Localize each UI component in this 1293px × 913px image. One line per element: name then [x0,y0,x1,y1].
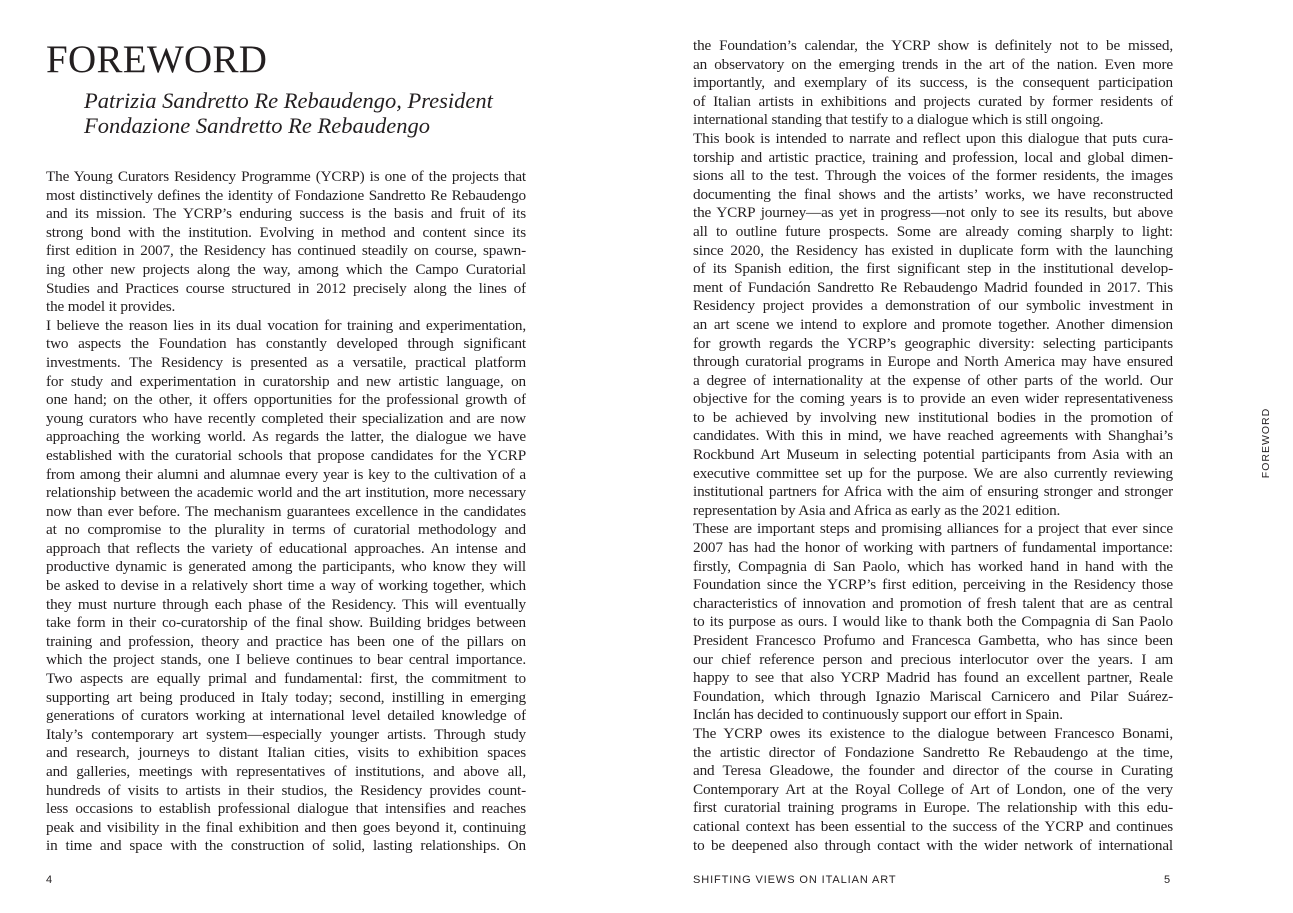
text-line: the artistic director of Fondazione Sandretto Re Rebaudengo at the time, [693,743,1173,761]
text-line: Contemporary Art at the Royal College of Art of London, one of the very [693,780,1173,798]
paragraph [693,520,1173,725]
text-line: torship and artistic practice, training and profession, local and global dimen- [693,148,1173,166]
paragraph [693,725,1173,855]
text-line: The YCRP owes its existence to the dialogue between Francesco Bonami, [693,724,1173,742]
text-line: importantly, and exemplary of its success, is the consequent participation [693,74,1173,92]
author-byline [84,88,493,138]
text-line: and galleries, meetings with representatives of institutions, and above all, [46,763,526,780]
text-line: Italy’s contemporary art system—especially younger artists. Through study [46,725,526,743]
text-line: These are important steps and promising alliances for a project that ever since [693,520,1173,538]
text-line: The Young Curators Residency Programme (YCRP) is one of the projects that [46,168,526,185]
author-name-line: Patrizia Sandretto Re Rebaudengo, President [84,88,493,113]
text-line: one hand; on the other, it offers opportunities for the professional growth of [46,391,526,409]
text-line: investments. The Residency is presented as a versatile, practical platform [46,353,526,371]
right-page-number: 5 [1164,874,1172,886]
text-line: characteristics of innovation and promotion of fresh talent that are as central [693,594,1173,612]
text-line: for study and experimentation in curatorship and new artistic language, on [46,372,526,390]
text-line: to its purpose as ours. I would like to thank both the Compagnia di San Paolo [693,613,1173,631]
text-line: established with the curatorial schools that propose candidates for the YCRP [46,446,526,464]
text-line: Rockbund Art Museum in selecting potential participants from Asia with an [693,446,1173,464]
text-line: documenting the final shows and the artists’ works, we have reconstructed [693,185,1173,203]
text-line: Two aspects are equally primal and fundamental: first, the commitment to [46,670,526,688]
text-line: training and profession, theory and practice has been one of the pillars on [46,632,526,650]
text-line: they must nurture through each phase of the Residency. This will eventually [46,595,526,613]
text-line: executive committee set up for the purpose. We are also currently reviewing [693,464,1173,482]
text-line: I believe the reason lies in its dual vocation for training and experimentation, [46,316,526,334]
text-line: ment of Fundación Sandretto Re Rebaudengo Madrid founded in 2017. This [693,278,1173,296]
running-footer: SHIFTING VIEWS ON ITALIAN ART [693,874,897,886]
text-line: which the project stands, one I believe continues to bear central importance. [46,651,526,669]
text-line: a degree of internationality at the expense of other parts of the world. Our [693,371,1173,389]
text-line: an observatory on the emerging trends in the art of the nation. Even more [693,55,1173,73]
text-line: candidates. With this in mind, we have reached agreements with Shanghai’s [693,427,1173,445]
text-line: be asked to devise in a relatively short time a way of working together, which [46,577,526,595]
author-institution-line: Fondazione Sandretto Re Rebaudengo [84,113,430,138]
text-line: Studies and Practices course structured in 2012 precisely along the lines of [46,279,526,297]
text-line: first edition in 2007, the Residency has continued steadily on course, spawn- [46,242,526,260]
text-line: supporting art being produced in Italy today; second, instilling in emerging [46,688,526,706]
text-line: generations of curators working at international level detailed knowledge of [46,707,526,725]
paragraph [693,37,1173,130]
text-line: institutional partners for Africa with the aim of ensuring stronger and stronger [693,483,1173,501]
text-line: to be deepened also through contact with the wider network of international [693,836,1173,854]
paragraph [46,168,526,317]
text-line: cational context has been essential to the success of the YCRP and continues [693,817,1173,835]
text-line: now than ever before. The mechanism guarantees excellence in the candidates [46,502,526,520]
text-line: This book is intended to narrate and reflect upon this dialogue that puts cura- [693,129,1173,147]
text-line: approach that reflects the variety of educational approaches. An intense and [46,539,526,557]
text-line: less occasions to establish professional dialogue that intensifies and reaches [46,800,526,818]
text-line: through curatorial programs in Europe and North America may have ensured [693,353,1173,371]
text-line: first curatorial training programs in Europe. The relationship with this edu- [693,799,1173,817]
text-line: approaching the working world. As regards the latter, the dialogue we have [46,428,526,446]
text-line: from among their alumni and alumnae every year is key to the cultivation of a [46,465,526,483]
text-line: Foundation, which through Ignazio Mariscal Carnicero and Pilar Suárez- [693,687,1173,705]
text-line: relationship between the academic world and the art institution, more necessary [46,484,526,502]
text-line: firstly, Compagnia di San Paolo, which has worked hand in hand with the [693,557,1173,575]
text-line: since 2020, the Residency has existed in duplicate form with the launching [693,241,1173,259]
section-side-tab: FOREWORD [1260,407,1272,479]
text-line: Inclán has decided to continuously support our effort in Spain. [693,706,1063,724]
left-page-number: 4 [46,874,54,886]
text-line: sions all to the test. Through the voices of the former residents, the images [693,167,1173,185]
text-line: two aspects the Foundation has constantly developed through significant [46,335,526,353]
text-line: the YCRP journey—as yet in progress—not only to see its results, but above [693,204,1173,222]
text-line: Residency project provides a demonstration of our symbolic investment in [693,297,1173,315]
paragraph [46,317,526,856]
left-page-body [46,168,526,856]
text-line: objective for the coming years is to provide an even wider representativeness [693,390,1173,408]
text-line: the Foundation’s calendar, the YCRP show is definitely not to be missed, [693,37,1173,54]
text-line: ing other new projects along the way, among which the Campo Curatorial [46,260,526,278]
text-line: at no compromise to the plurality in terms of curatorial methodology and [46,521,526,539]
text-line: most distinctively defines the identity of Fondazione Sandretto Re Rebaudengo [46,186,526,204]
text-line: international standing that testify to a dialogue which is still ongoing. [693,111,1104,129]
text-line: all to outline future prospects. Some are already coming sharply to light: [693,222,1173,240]
text-line: happy to see that also YCRP Madrid has found an excellent partner, Reale [693,669,1173,687]
text-line: in time and space with the construction of solid, lasting relationships. On [46,837,526,855]
right-page-body [693,37,1173,855]
text-line: representation by Asia and Africa as early as the 2021 edition. [693,501,1061,519]
foreword-title: FOREWORD [46,38,268,81]
text-line: an art scene we intend to explore and promote together. Another dimension [693,315,1173,333]
text-line: President Francesco Profumo and Francesca Gambetta, who has since been [693,632,1173,649]
text-line: young curators who have recently completed their specialization and are now [46,409,526,427]
text-line: strong bond with the institution. Evolving in method and content since its [46,223,526,241]
text-line: and Teresa Gleadowe, the founder and director of the course in Curating [693,762,1173,780]
text-line: for growth regards the YCRP’s geographic diversity: selecting participants [693,334,1173,352]
text-line: and research, journeys to distant Italian cities, visits to exhibition spaces [46,744,526,762]
text-line: our chief reference person and precious interlocutor over the years. I am [693,650,1173,668]
text-line: of its Spanish edition, the first significant step in the institutional develop- [693,260,1173,278]
text-line: to be achieved by involving new institutional bodies in the promotion of [693,408,1173,426]
text-line: take form in their co-curatorship of the final show. Building bridges between [46,614,526,632]
text-line: 2007 has had the honor of working with partners of fundamental importance: [693,539,1173,557]
text-line: hundreds of visits to artists in their studios, the Residency provides count- [46,781,526,799]
paragraph [693,130,1173,520]
text-line: Foundation since the YCRP’s first edition, perceiving in the Residency those [693,576,1173,594]
text-line: and its mission. The YCRP’s enduring success is the basis and fruit of its [46,205,526,223]
text-line: productive dynamic is generated among the participants, who know they will [46,558,526,576]
text-line: the model it provides. [46,298,176,316]
text-line: peak and visibility in the final exhibition and then goes beyond it, continuing [46,818,526,836]
text-line: of Italian artists in exhibitions and projects curated by former residents of [693,92,1173,110]
